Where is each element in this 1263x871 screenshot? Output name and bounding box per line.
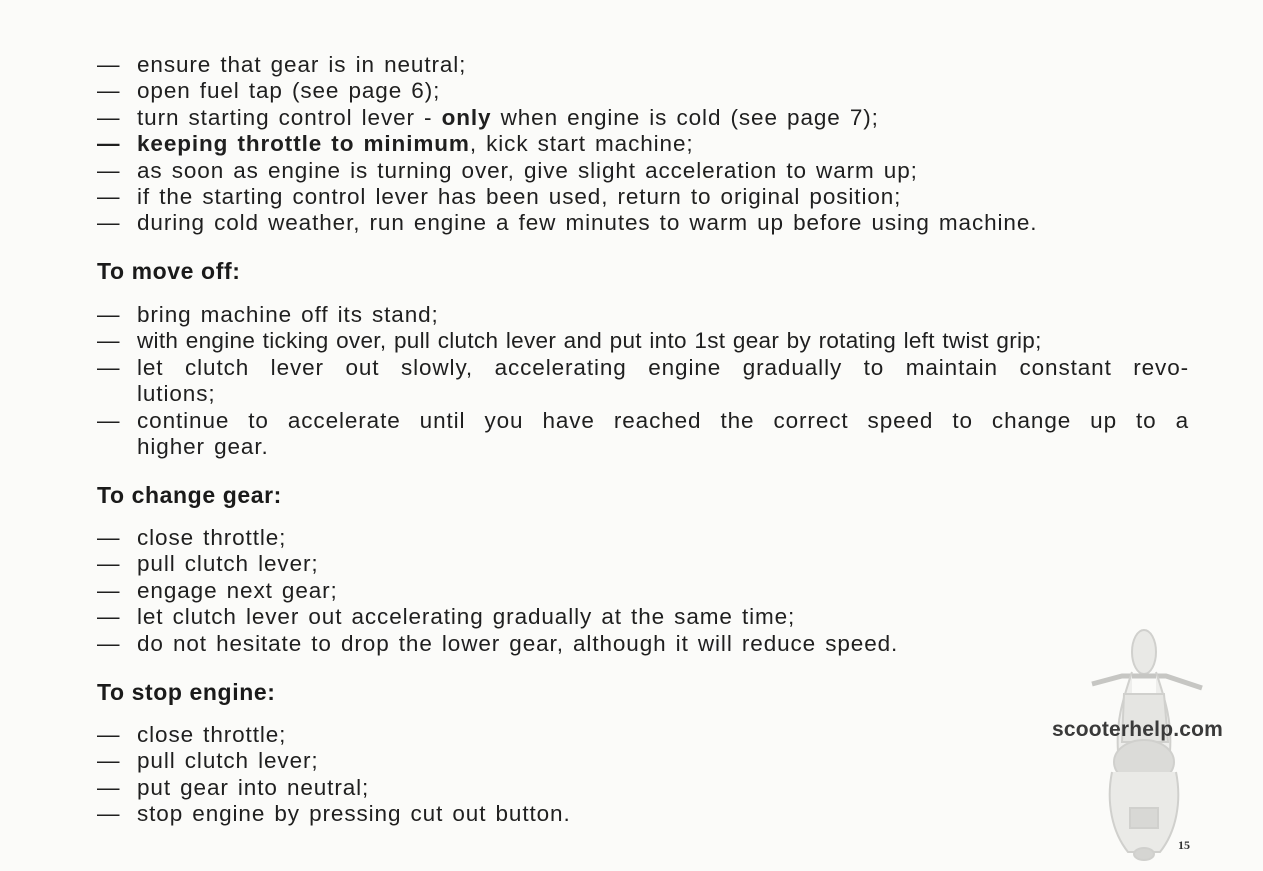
list-dash: —	[97, 78, 121, 104]
list-item-text: keeping throttle to minimum, kick start machine;	[137, 131, 694, 157]
stop-engine-list	[97, 722, 1207, 828]
list-item	[97, 801, 1207, 827]
list-dash: —	[97, 604, 121, 630]
list-item	[97, 158, 1207, 184]
list-item-text: pull clutch lever;	[137, 748, 319, 774]
list-item	[97, 78, 1207, 104]
change-gear-list	[97, 525, 1207, 657]
watermark: scooterhelp.com	[1052, 718, 1224, 741]
list-dash: —	[97, 157, 121, 183]
list-dash: —	[97, 328, 121, 354]
list-dash: —	[97, 722, 121, 747]
list-item-text: with engine ticking over, pull clutch lever and put into 1st gear by rotating left twist grip;	[137, 328, 1042, 354]
list-item	[97, 408, 1207, 434]
starting-list	[97, 52, 1207, 237]
section-heading-change-gear: To change gear:	[97, 482, 282, 508]
list-item	[97, 631, 1207, 657]
section-heading-move-off: To move off:	[97, 258, 241, 284]
list-item-text: pull clutch lever;	[137, 551, 319, 577]
list-dash: —	[97, 801, 121, 827]
list-item	[97, 604, 1207, 630]
list-item	[97, 184, 1207, 210]
list-dash: —	[97, 183, 121, 209]
list-item-continuation	[97, 381, 1207, 407]
list-dash: —	[97, 131, 121, 157]
list-item-text: as soon as engine is turning over, give slight acceleration to warm up;	[137, 157, 918, 183]
list-dash: —	[97, 748, 121, 774]
list-item	[97, 105, 1207, 131]
list-item	[97, 328, 1207, 354]
list-dash: —	[97, 104, 121, 130]
list-dash: —	[97, 407, 121, 433]
emphasis-text: only	[441, 104, 492, 130]
list-item	[97, 551, 1207, 577]
list-item	[97, 131, 1207, 157]
list-item-text: turn starting control lever - only when engine is cold (see page 7);	[137, 104, 879, 130]
list-item	[97, 302, 1207, 328]
list-dash: —	[97, 210, 121, 236]
list-item-text: close throttle;	[137, 722, 287, 747]
list-dash: —	[97, 774, 121, 800]
list-item-text: engage next gear;	[137, 577, 338, 603]
list-item	[97, 525, 1207, 551]
list-item-text: put gear into neutral;	[137, 774, 370, 800]
list-dash: —	[97, 630, 121, 656]
list-item-text: during cold weather, run engine a few minutes to warm up before using machine.	[137, 210, 1038, 236]
list-dash: —	[97, 577, 121, 603]
list-item-text: open fuel tap (see page 6);	[137, 78, 441, 104]
list-item-text: do not hesitate to drop the lower gear, although it will reduce speed.	[137, 630, 899, 656]
list-item-text: continue to accelerate until you have reached the correct speed to change up to a	[137, 407, 1189, 433]
list-item	[97, 775, 1207, 801]
list-item	[97, 578, 1207, 604]
list-dash: —	[97, 354, 121, 380]
list-item-text: stop engine by pressing cut out button.	[137, 801, 571, 827]
list-item-continuation	[97, 434, 1207, 460]
list-item-text: higher gear.	[137, 433, 269, 459]
list-item	[97, 722, 1207, 748]
list-item-text: if the starting control lever has been used, return to original position;	[137, 183, 902, 209]
list-dash: —	[97, 302, 121, 327]
list-item-text: let clutch lever out accelerating gradually at the same time;	[137, 604, 796, 630]
list-item-text: bring machine off its stand;	[137, 302, 439, 327]
list-dash: —	[97, 525, 121, 550]
list-item	[97, 210, 1207, 236]
list-dash: —	[97, 52, 121, 77]
list-dash: —	[97, 551, 121, 577]
section-heading-stop-engine: To stop engine:	[97, 679, 276, 705]
list-item-text: close throttle;	[137, 525, 287, 550]
list-item	[97, 52, 1207, 78]
emphasis-text: keeping throttle to minimum	[137, 131, 470, 157]
list-item-text: ensure that gear is in neutral;	[137, 52, 467, 77]
page-number: 15	[1178, 838, 1190, 852]
scooter-illustration-icon	[1082, 622, 1232, 862]
list-item-text: let clutch lever out slowly, accelerating engine gradually to maintain constant revo-	[137, 354, 1189, 380]
list-item	[97, 355, 1207, 381]
list-item	[97, 748, 1207, 774]
move-off-list	[97, 302, 1207, 460]
list-item-text: lutions;	[137, 381, 216, 407]
